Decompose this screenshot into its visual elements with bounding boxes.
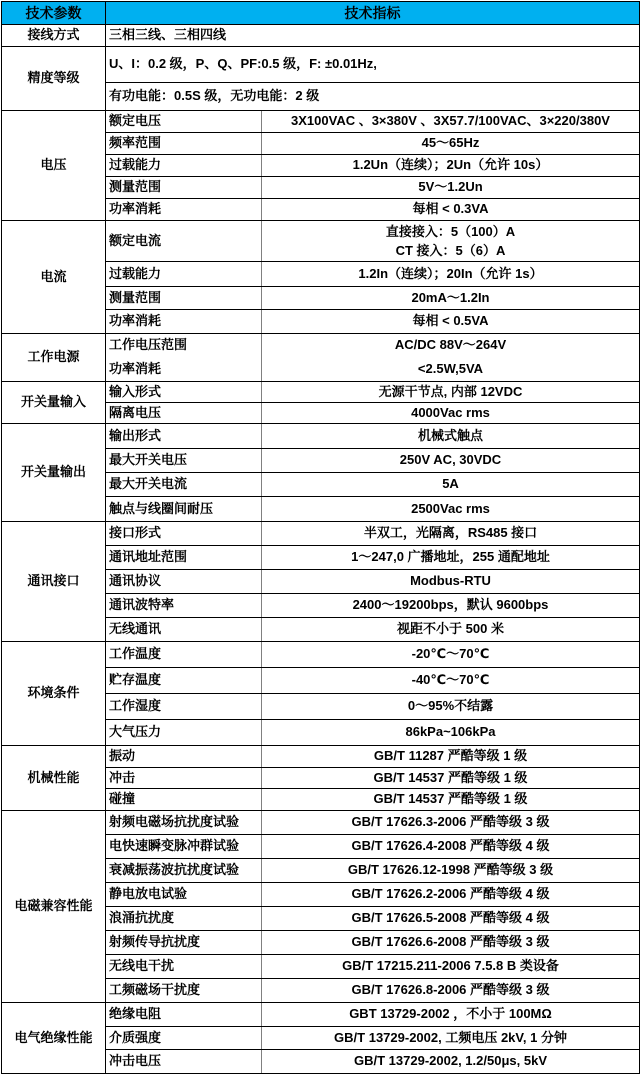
value-cell: 视距不小于 500 米 bbox=[262, 618, 640, 642]
param-cell: 冲击 bbox=[106, 768, 262, 789]
param-cell: 通讯地址范围 bbox=[106, 546, 262, 570]
value-cell: 20mA～1.2In bbox=[262, 287, 640, 310]
param-cell: 碰撞 bbox=[106, 789, 262, 811]
category-cell: 电压 bbox=[2, 111, 106, 221]
table-row bbox=[2, 334, 640, 358]
value-cell: GB/T 17626.2-2006 严酷等级 4 级 bbox=[262, 883, 640, 907]
category-cell: 机械性能 bbox=[2, 746, 106, 811]
param-cell: 浪涌抗扰度 bbox=[106, 907, 262, 931]
table-row bbox=[2, 382, 640, 403]
table-row bbox=[2, 25, 640, 47]
value-cell: GB/T 14537 严酷等级 1 级 bbox=[262, 789, 640, 811]
value-cell-full: 有功电能：0.5S 级，无功电能：2 级 bbox=[106, 83, 640, 111]
value-cell: 无源干节点, 内部 12VDC bbox=[262, 382, 640, 403]
param-cell: 衰减振荡波抗扰度试验 bbox=[106, 859, 262, 883]
category-cell: 环境条件 bbox=[2, 642, 106, 746]
param-cell: 过载能力 bbox=[106, 155, 262, 177]
param-cell: 功率消耗 bbox=[106, 199, 262, 221]
param-cell: 振动 bbox=[106, 746, 262, 768]
param-cell: 输出形式 bbox=[106, 424, 262, 449]
value-line: CT 接入：5（6）A bbox=[395, 243, 506, 258]
value-cell: 5V～1.2Un bbox=[262, 177, 640, 199]
param-cell: 额定电流 bbox=[106, 221, 262, 262]
table-row bbox=[2, 221, 640, 262]
value-cell: 1.2Un（连续）；2Un（允许 10s） bbox=[262, 155, 640, 177]
param-cell: 测量范围 bbox=[106, 287, 262, 310]
table-row bbox=[2, 522, 640, 546]
param-cell: 功率消耗 bbox=[106, 358, 262, 382]
value-cell: 半双工，光隔离，RS485 接口 bbox=[262, 522, 640, 546]
category-cell: 精度等级 bbox=[2, 47, 106, 111]
value-cell bbox=[262, 221, 640, 262]
table-row bbox=[2, 811, 640, 835]
table-row bbox=[2, 424, 640, 449]
param-cell: 功率消耗 bbox=[106, 310, 262, 334]
value-cell: 5A bbox=[262, 473, 640, 497]
value-cell: GB/T 13729-2002, 1.2/50μs, 5kV bbox=[262, 1050, 640, 1074]
param-cell: 大气压力 bbox=[106, 720, 262, 746]
value-cell: GB/T 11287 严酷等级 1 级 bbox=[262, 746, 640, 768]
spec-table-container bbox=[1, 1, 639, 1074]
value-cell: GB/T 13729-2002, 工频电压 2kV, 1 分钟 bbox=[262, 1027, 640, 1050]
param-cell: 射频电磁场抗扰度试验 bbox=[106, 811, 262, 835]
param-cell: 额定电压 bbox=[106, 111, 262, 133]
param-cell: 工作温度 bbox=[106, 642, 262, 668]
category-cell: 接线方式 bbox=[2, 25, 106, 47]
value-cell: GB/T 17626.5-2008 严酷等级 4 级 bbox=[262, 907, 640, 931]
value-cell: 2500Vac rms bbox=[262, 497, 640, 522]
value-cell: GB/T 17626.4-2008 严酷等级 4 级 bbox=[262, 835, 640, 859]
param-cell: 无线电干扰 bbox=[106, 955, 262, 979]
value-cell: GB/T 17626.3-2006 严酷等级 3 级 bbox=[262, 811, 640, 835]
value-cell: GB/T 17626.6-2008 严酷等级 3 级 bbox=[262, 931, 640, 955]
table-header-row bbox=[2, 2, 640, 25]
param-cell: 射频传导抗扰度 bbox=[106, 931, 262, 955]
param-cell: 静电放电试验 bbox=[106, 883, 262, 907]
value-cell-full: 三相三线、三相四线 bbox=[106, 25, 640, 47]
param-cell: 贮存温度 bbox=[106, 668, 262, 694]
param-cell: 通讯波特率 bbox=[106, 594, 262, 618]
category-cell: 电流 bbox=[2, 221, 106, 334]
value-cell: AC/DC 88V～264V bbox=[262, 334, 640, 358]
value-cell: 3X100VAC 、3×380V 、3X57.7/100VAC、3×220/380V bbox=[262, 111, 640, 133]
value-cell: GB/T 17626.12-1998 严酷等级 3 级 bbox=[262, 859, 640, 883]
category-cell: 电磁兼容性能 bbox=[2, 811, 106, 1003]
header-value-col: 技术指标 bbox=[106, 2, 640, 25]
category-cell: 开关量输入 bbox=[2, 382, 106, 424]
value-cell: 每相 < 0.3VA bbox=[262, 199, 640, 221]
param-cell: 接口形式 bbox=[106, 522, 262, 546]
value-cell: Modbus-RTU bbox=[262, 570, 640, 594]
value-line: 直接接入：5（100）A bbox=[385, 224, 516, 239]
value-cell: -20℃～70℃ bbox=[262, 642, 640, 668]
spec-table bbox=[1, 1, 640, 1074]
value-cell: GB/T 17626.8-2006 严酷等级 3 级 bbox=[262, 979, 640, 1003]
value-cell: 86kPa~106kPa bbox=[262, 720, 640, 746]
category-cell: 通讯接口 bbox=[2, 522, 106, 642]
param-cell: 输入形式 bbox=[106, 382, 262, 403]
param-cell: 过载能力 bbox=[106, 262, 262, 287]
table-row bbox=[2, 47, 640, 83]
value-cell: 1～247,0 广播地址，255 通配地址 bbox=[262, 546, 640, 570]
param-cell: 无线通讯 bbox=[106, 618, 262, 642]
value-cell: 0～95%不结露 bbox=[262, 694, 640, 720]
param-cell: 工频磁场干扰度 bbox=[106, 979, 262, 1003]
value-cell: 1.2In（连续）；20In（允许 1s） bbox=[262, 262, 640, 287]
param-cell: 最大开关电流 bbox=[106, 473, 262, 497]
header-param-col: 技术参数 bbox=[2, 2, 106, 25]
param-cell: 电快速瞬变脉冲群试验 bbox=[106, 835, 262, 859]
value-cell: 45～65Hz bbox=[262, 133, 640, 155]
value-cell: GBT 13729-2002 ，不小于 100MΩ bbox=[262, 1003, 640, 1027]
param-cell: 测量范围 bbox=[106, 177, 262, 199]
value-cell: 每相 < 0.5VA bbox=[262, 310, 640, 334]
category-cell: 电气绝缘性能 bbox=[2, 1003, 106, 1074]
table-row bbox=[2, 642, 640, 668]
param-cell: 工作湿度 bbox=[106, 694, 262, 720]
category-cell: 开关量输出 bbox=[2, 424, 106, 522]
param-cell: 绝缘电阻 bbox=[106, 1003, 262, 1027]
category-cell: 工作电源 bbox=[2, 334, 106, 382]
param-cell: 最大开关电压 bbox=[106, 449, 262, 473]
value-cell: GB/T 14537 严酷等级 1 级 bbox=[262, 768, 640, 789]
table-row bbox=[2, 746, 640, 768]
value-cell: -40℃～70℃ bbox=[262, 668, 640, 694]
param-cell: 介质强度 bbox=[106, 1027, 262, 1050]
value-cell-full: U、I：0.2 级，P、Q、PF:0.5 级，F: ±0.01Hz, bbox=[106, 47, 640, 83]
param-cell: 工作电压范围 bbox=[106, 334, 262, 358]
value-cell: 2400～19200bps，默认 9600bps bbox=[262, 594, 640, 618]
param-cell: 触点与线圈间耐压 bbox=[106, 497, 262, 522]
table-row bbox=[2, 111, 640, 133]
param-cell: 频率范围 bbox=[106, 133, 262, 155]
value-cell: 4000Vac rms bbox=[262, 403, 640, 424]
value-cell: GB/T 17215.211-2006 7.5.8 B 类设备 bbox=[262, 955, 640, 979]
param-cell: 通讯协议 bbox=[106, 570, 262, 594]
value-cell: 机械式触点 bbox=[262, 424, 640, 449]
value-cell: 250V AC, 30VDC bbox=[262, 449, 640, 473]
param-cell: 冲击电压 bbox=[106, 1050, 262, 1074]
table-row bbox=[2, 1003, 640, 1027]
param-cell: 隔离电压 bbox=[106, 403, 262, 424]
value-cell: <2.5W,5VA bbox=[262, 358, 640, 382]
